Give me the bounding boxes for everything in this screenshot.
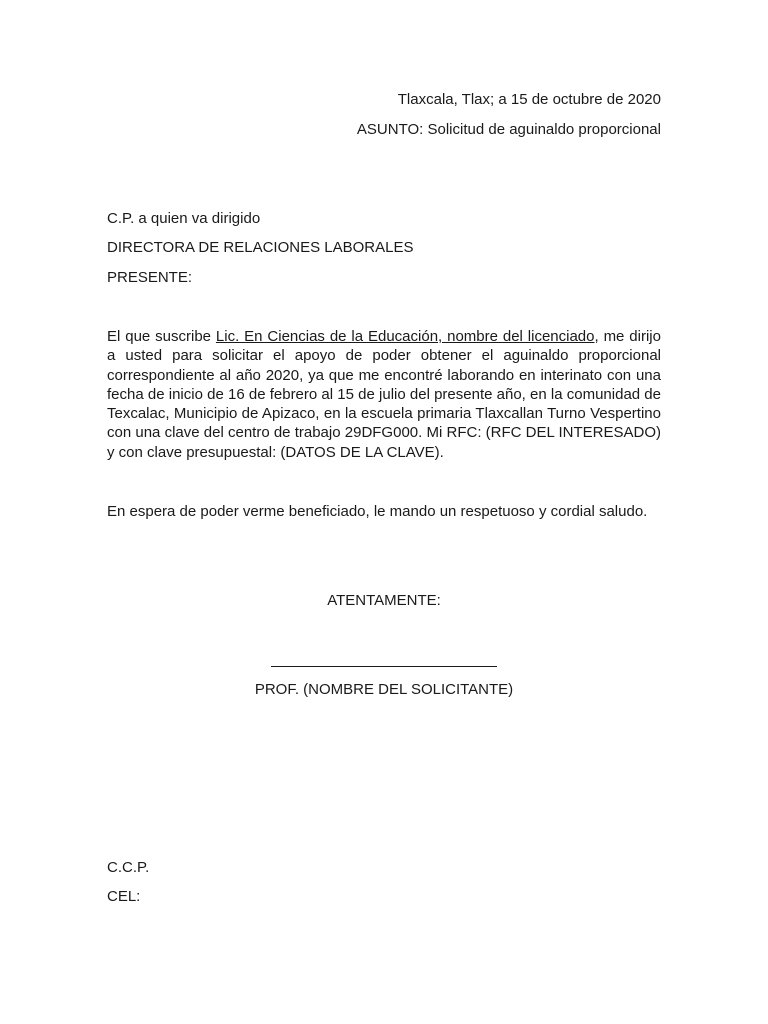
signature-line	[271, 666, 497, 667]
body-paragraph	[107, 327, 661, 462]
body-underlined-name: Lic. En Ciencias de la Educación, nombre del licenciado	[215, 328, 595, 345]
cel-label: CEL:	[107, 888, 141, 905]
ccp-label: C.C.P.	[107, 859, 150, 876]
place-date: Tlaxcala, Tlax; a 15 de octubre de 2020	[397, 91, 661, 108]
recipient-title: DIRECTORA DE RELACIONES LABORALES	[107, 239, 414, 256]
subject-line: ASUNTO: Solicitud de aguinaldo proporcional	[356, 121, 661, 138]
atentamente-label: ATENTAMENTE:	[327, 592, 441, 609]
closing-paragraph: En espera de poder verme beneficiado, le mando un respetuoso y cordial saludo.	[107, 503, 648, 520]
signer-name: PROF. (NOMBRE DEL SOLICITANTE)	[254, 681, 514, 698]
body-intro: El que suscribe	[107, 328, 216, 345]
recipient-line-1: C.P. a quien va dirigido	[107, 210, 261, 227]
presente-label: PRESENTE:	[107, 269, 193, 286]
body-rest: , me dirijo a usted para solicitar el apoyo de poder obtener el aguinaldo proporcional correspondiente al año 2020, ya que me encontré laborando en interinato con una fecha de inicio de 16 de febrero al 15 de julio del presente año, en la comunidad de Texcalac, Municipio de Apizaco, en la escuela primaria Tlaxcallan Turno Vespertino con una clave del centro de trabajo 29DFG000. Mi RFC: (RFC DEL INTERESADO) y con clave presupuestal: (DATOS DE LA CLAVE).	[107, 328, 661, 461]
